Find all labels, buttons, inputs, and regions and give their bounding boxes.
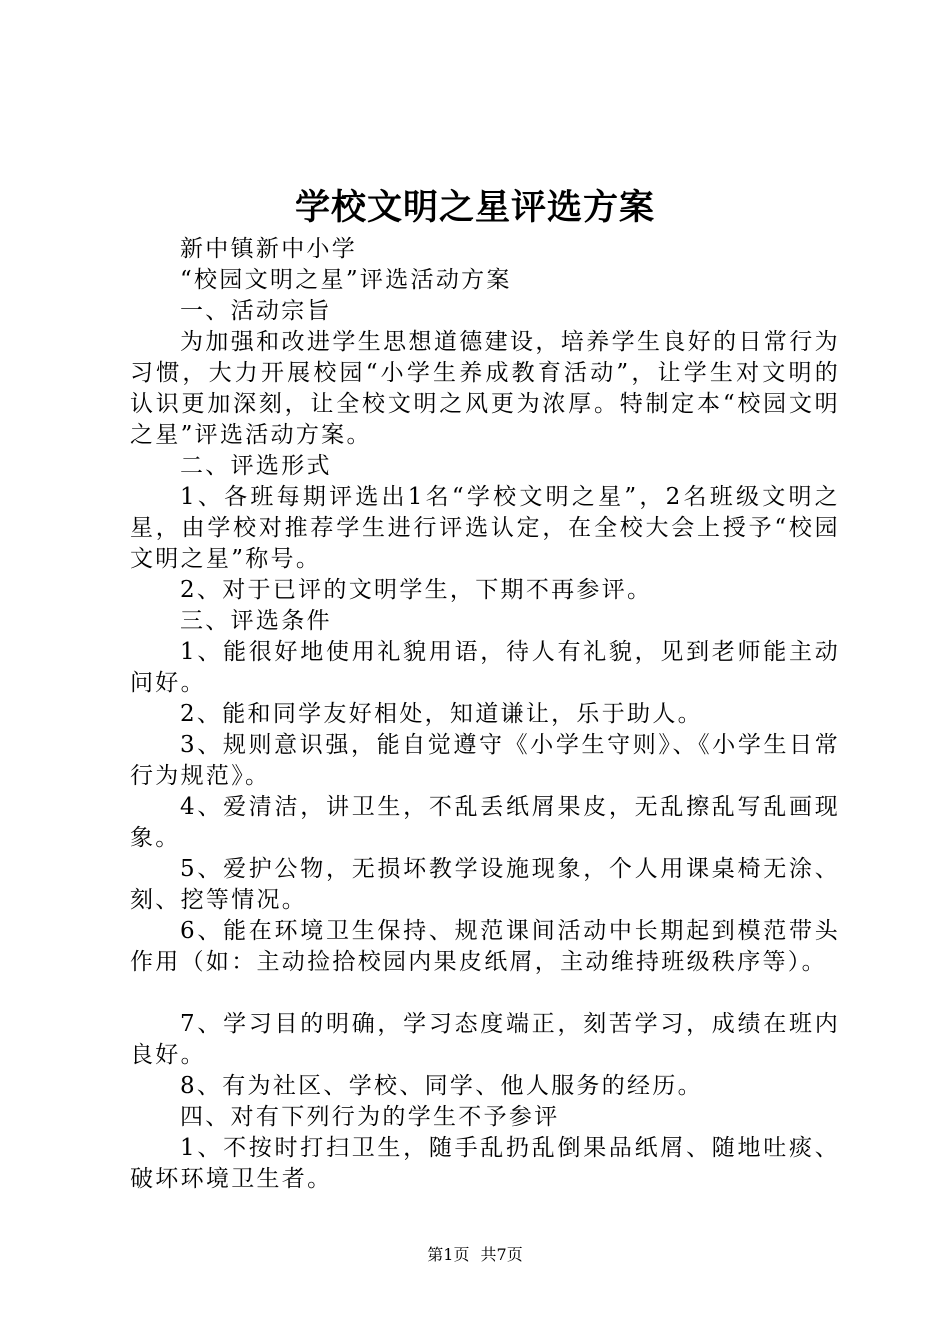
exclusion-item-1: 1、不按时打扫卫生，随手乱扔乱倒果品纸屑、随地吐痰、破坏环境卫生者。: [130, 1135, 840, 1192]
paragraph-format-1: 1、各班每期评选出1名“学校文明之星”，2名班级文明之星，由学校对推荐学生进行评选认定，在全校大会上授予“校园文明之星”称号。: [130, 484, 840, 572]
condition-item-8: 8、有为社区、学校、同学、他人服务的经历。: [180, 1073, 703, 1099]
school-name: 新中镇新中小学: [180, 236, 358, 262]
paragraph-purpose: 为加强和改进学生思想道德建设，培养学生良好的日常行为习惯，大力开展校园“小学生养成教育活动”，让学生对文明的认识更加深刻，让全校文明之风更为浓厚。特制定本“校园文明之星”评选活动方案。: [130, 329, 840, 448]
section-heading-format: 二、评选形式: [180, 453, 332, 479]
page-total: 共7页: [480, 1245, 523, 1264]
section-heading-conditions: 三、评选条件: [180, 608, 332, 634]
page-footer: [0, 1245, 950, 1265]
document-body: [130, 234, 840, 1195]
blank-line: [130, 978, 840, 1009]
section-heading-exclusions: 四、对有下列行为的学生不予参评: [180, 1104, 560, 1130]
page-number: 第1页: [427, 1245, 470, 1264]
condition-item-7: 7、学习目的明确，学习态度端正，刻苦学习，成绩在班内良好。: [130, 1011, 840, 1068]
condition-item-3: 3、规则意识强，能自觉遵守《小学生守则》、《小学生日常行为规范》。: [130, 732, 840, 789]
section-heading-purpose: 一、活动宗旨: [180, 298, 332, 324]
paragraph-format-2: 2、对于已评的文明学生，下期不再参评。: [180, 577, 653, 603]
plan-name: “校园文明之星”评选活动方案: [180, 267, 512, 293]
condition-item-6: 6、能在环境卫生保持、规范课间活动中长期起到模范带头作用（如：主动捡拾校园内果皮纸屑，主动维持班级秩序等）。: [130, 918, 840, 975]
document-title: 学校文明之星评选方案: [294, 187, 655, 228]
condition-item-4: 4、爱清洁，讲卫生，不乱丢纸屑果皮，无乱擦乱写乱画现象。: [130, 794, 840, 851]
condition-item-5: 5、爱护公物，无损坏教学设施现象，个人用课桌椅无涂、刻、挖等情况。: [130, 856, 840, 913]
condition-item-2: 2、能和同学友好相处，知道谦让，乐于助人。: [180, 701, 703, 727]
condition-item-1: 1、能很好地使用礼貌用语，待人有礼貌，见到老师能主动问好。: [130, 639, 840, 696]
